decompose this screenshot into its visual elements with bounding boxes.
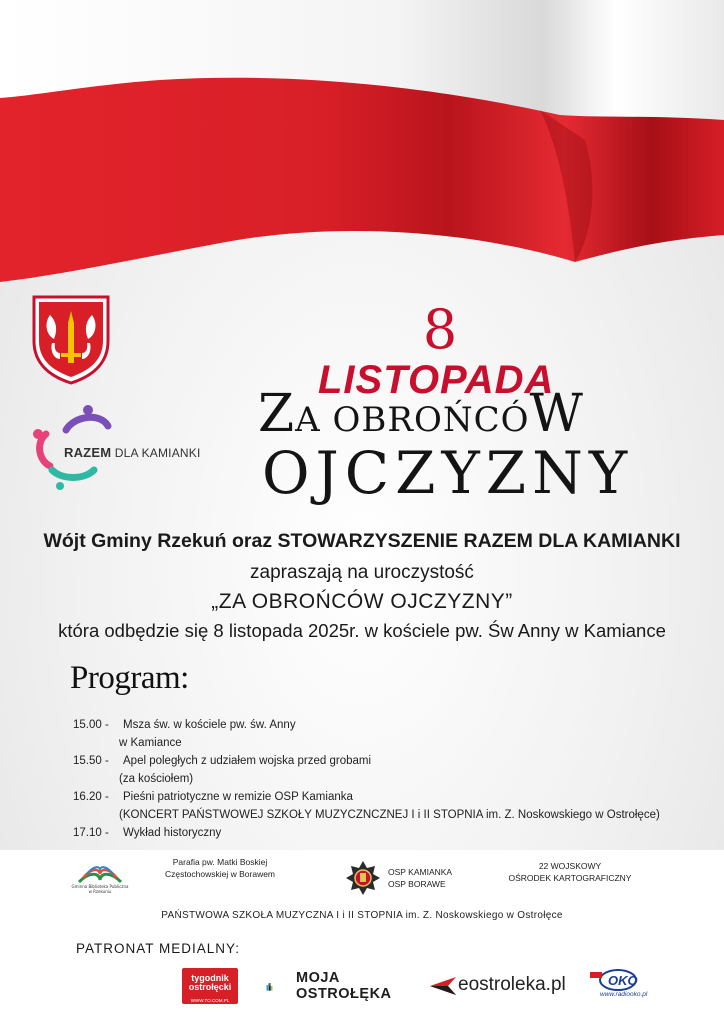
schedule-item [73,752,660,770]
event-title-line2: OJCZYZNY [262,439,634,507]
eostroleka-text: eostroleka.pl [458,974,566,995]
military-office-name: 22 WOJSKOWY OŚRODEK KARTOGRAFICZNY [508,861,632,883]
schedule-time: 15.50 - [73,755,109,767]
oko-brand: OKO [608,973,638,988]
parish-name: Parafia pw. Matki Boskiej Częstochowskiej w Borawem [164,857,276,879]
program-schedule [73,716,660,842]
moja-ostroleka-logo-icon [266,968,296,1006]
event-month: LISTOPADA [318,358,555,402]
schedule-text: Apel poległych z udziałem wojska przed grobami [123,755,372,767]
schedule-text: Wykład historyczny [123,827,222,839]
radio-oko-url: www.radiooko.pl [600,991,648,998]
music-school-name: PAŃSTWOWA SZKOŁA MUZYCZNA I i II STOPNIA im. Z. Noskowskiego w Ostrołęce [161,910,563,921]
invitation-date-place: która odbędzie się 8 listopada 2025r. w kościele pw. Św Anny w Kamiance [58,620,666,641]
schedule-time: 15.00 - [73,719,109,731]
razem-logo-text: RAZEM DLA KAMIANKI [64,445,201,460]
invitation-event-name: „ZA OBROŃCÓW OJCZYZNY” [211,590,513,613]
tygodnik-ostrolecki-logo: tygodnik ostrołęcki WWW.TO.COM.PL [182,968,238,1004]
schedule-continuation: w Kamiance [119,737,182,749]
schedule-continuation: (za kościołem) [119,773,194,785]
program-heading: Program: [70,660,189,696]
schedule-continuation: (KONCERT PAŃSTWOWEJ SZKOŁY MUZYCZNCZNEJ I i II STOPNIA im. Z. Noskowskiego w Ostrołęce) [119,809,660,821]
invitation-intro: zapraszają na uroczystość [250,562,474,583]
media-patronage-label: PATRONAT MEDIALNY: [76,941,241,956]
schedule-item [73,824,660,842]
osp-names: OSP KAMIANKA OSP BORAWE [388,867,453,889]
schedule-time: 16.20 - [73,791,109,803]
event-day: 8 [422,298,458,361]
schedule-text: Msza św. w kościele pw. św. Anny [123,719,296,731]
event-title-line1: ZA OBROŃCÓW [258,384,584,444]
schedule-item [73,788,660,806]
eostroleka-logo-icon [428,975,458,997]
radio-oko-logo-icon [588,966,640,1006]
moja-ostroleka-text: MOJA OSTROŁĘKA [296,970,392,1002]
schedule-time: 17.10 - [73,827,109,839]
library-name: Gminna Biblioteka Publiczna w Rzekuniu [71,884,129,894]
schedule-text: Pieśni patriotyczne w remizie OSP Kamianka [123,791,353,803]
invitation-organizers: Wójt Gminy Rzekuń oraz STOWARZYSZENIE RAZEM DLA KAMIANKI [43,530,681,552]
osp-emblem-icon [345,860,381,896]
polish-flag [0,0,724,300]
rzekun-crest-icon [30,293,112,385]
schedule-item [73,716,660,734]
